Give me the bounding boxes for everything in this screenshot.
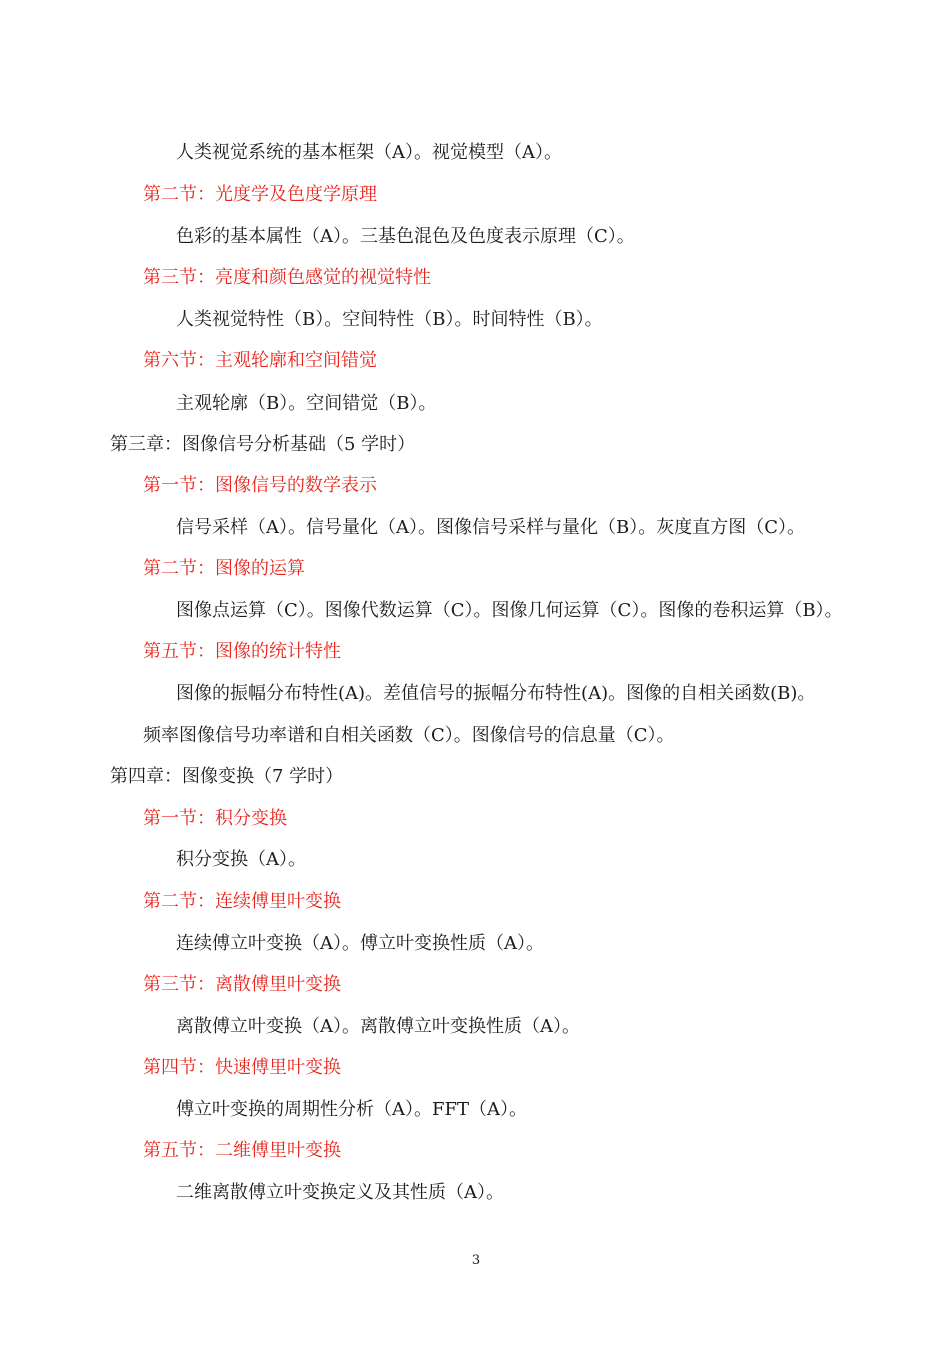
section-heading: 第六节：主观轮廓和空间错觉	[143, 350, 377, 371]
body-text-continuation: 频率图像信号功率谱和自相关函数（C）。图像信号的信息量（C）。	[143, 725, 675, 746]
section-heading: 第四节：快速傅里叶变换	[143, 1057, 341, 1078]
page-number: 3	[471, 1253, 481, 1268]
chapter-heading: 第三章：图像信号分析基础（5 学时）	[110, 434, 416, 455]
section-heading: 第三节：离散傅里叶变换	[143, 974, 341, 995]
chapter-heading: 第四章：图像变换（7 学时）	[110, 766, 344, 787]
body-text: 二维离散傅立叶变换定义及其性质（A）。	[176, 1182, 504, 1203]
body-text: 离散傅立叶变换（A）。离散傅立叶变换性质（A）。	[176, 1016, 580, 1037]
body-text: 信号采样（A）。信号量化（A）。图像信号采样与量化（B）。灰度直方图（C）。	[176, 517, 805, 538]
body-text: 图像点运算（C）。图像代数运算（C）。图像几何运算（C）。图像的卷积运算（B）。	[176, 600, 843, 621]
section-heading: 第二节：图像的运算	[143, 558, 305, 579]
body-text: 人类视觉系统的基本框架（A）。视觉模型（A）。	[176, 142, 562, 163]
section-heading: 第五节：图像的统计特性	[143, 641, 341, 662]
body-text: 图像的振幅分布特性(A)。差值信号的振幅分布特性(A)。图像的自相关函数(B)。	[176, 683, 816, 704]
section-heading: 第一节：图像信号的数学表示	[143, 475, 377, 496]
section-heading: 第五节：二维傅里叶变换	[143, 1140, 341, 1161]
body-text: 连续傅立叶变换（A）。傅立叶变换性质（A）。	[176, 933, 544, 954]
body-text: 色彩的基本属性（A）。三基色混色及色度表示原理（C）。	[176, 226, 635, 247]
section-heading: 第一节：积分变换	[143, 808, 287, 829]
body-text: 傅立叶变换的周期性分析（A）。FFT（A）。	[176, 1099, 527, 1120]
body-text: 主观轮廓（B）。空间错觉（B）。	[176, 393, 437, 414]
section-heading: 第二节：光度学及色度学原理	[143, 184, 377, 205]
body-text: 人类视觉特性（B）。空间特性（B）。时间特性（B）。	[176, 309, 603, 330]
body-text: 积分变换（A）。	[176, 849, 306, 870]
section-heading: 第三节：亮度和颜色感觉的视觉特性	[143, 267, 431, 288]
section-heading: 第二节：连续傅里叶变换	[143, 891, 341, 912]
